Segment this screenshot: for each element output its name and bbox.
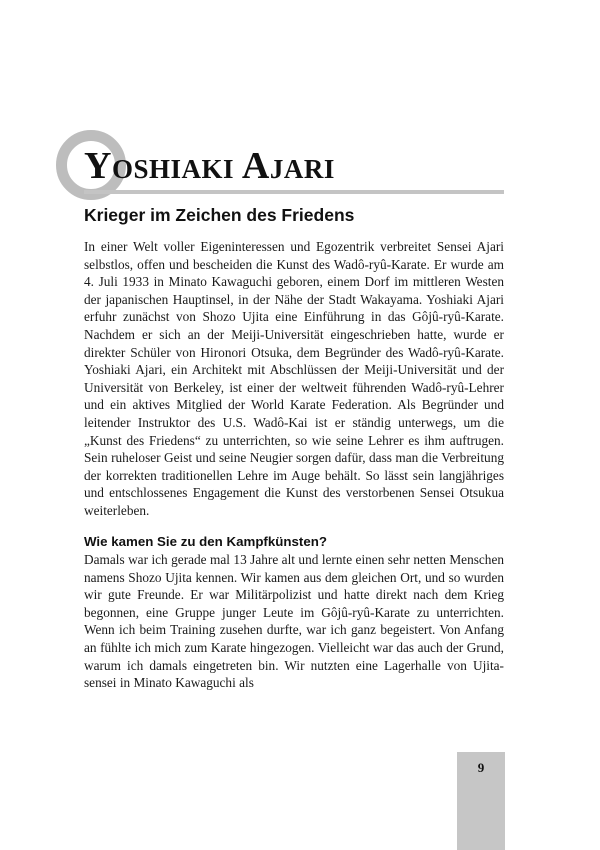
intro-paragraph: In einer Welt voller Eigeninteressen und Egozentrik verbreitet Sensei Ajari selbstlos, offen und bescheiden die Kunst des Wadô-ryû-Karate. Er wurde am 4. Juli 1933 in Minato Kawaguchi geboren, einem Dorf im mittleren Westen der japanischen Hauptinsel, in der Nähe der Stadt Wakayama. Yoshiaki Ajari erfuhr zunächst von Shozo Ujita eine Einführung in das Gôjû-ryû-Karate. Nachdem er sich an der Meiji-Universität eingeschrieben hatte, wurde er direkter Schüler von Hironori Otsuka, dem Begründer des Wadô-ryû-Karate. Yoshiaki Ajari, ein Architekt mit Abschlüssen der Meiji-Universität und der Universität von Berkeley, ist einer der weltweit führenden Wadô-ryû-Lehrer und ein aktives Mitglied der World Karate Federation. Als Begründer und leitender Instruktor des U.S. Wadô-Kai ist er ständig unterwegs, um die „Kunst des Friedens“ zu unterrichten, so wie seine Lehrer es ihm auftrugen. Sein ruheloser Geist und seine Neugier sorgen dafür, dass man die Verbreitung der korrekten traditionellen Lehre im Auge behält. So lässt sein langjähriges und entschlossenes Engagement die Kunst des verstorbenen Sensei Otsukua weiterleben.	[84, 239, 504, 518]
interview-question: Wie kamen Sie zu den Kampfkünsten?	[84, 534, 327, 549]
title-underline-rule	[84, 190, 504, 194]
interview-answer: Damals war ich gerade mal 13 Jahre alt und lernte einen sehr netten Menschen namens Shozo Ujita kennen. Wir kamen aus dem gleichen Ort, und so wurden wir gute Freunde. Er war Militärpolizist und hatte direkt nach dem Krieg begonnen, eine Gruppe junger Leute im Gôjû-ryû-Karate zu unterrichten. Wenn ich beim Training zusehen durfte, war ich ganz begeistert. Von Anfang an fühlte ich mich zum Karate hingezogen. Vielleicht war das auch der Grund, warum ich damals eingetreten bin. Wir nutzten eine Lagerhalle von Ujita-sensei in Minato Kawaguchi als	[84, 552, 504, 691]
page-number: 9	[477, 760, 485, 775]
chapter-title: Yoshiaki Ajari	[84, 145, 335, 187]
chapter-subtitle: Krieger im Zeichen des Friedens	[84, 205, 355, 225]
